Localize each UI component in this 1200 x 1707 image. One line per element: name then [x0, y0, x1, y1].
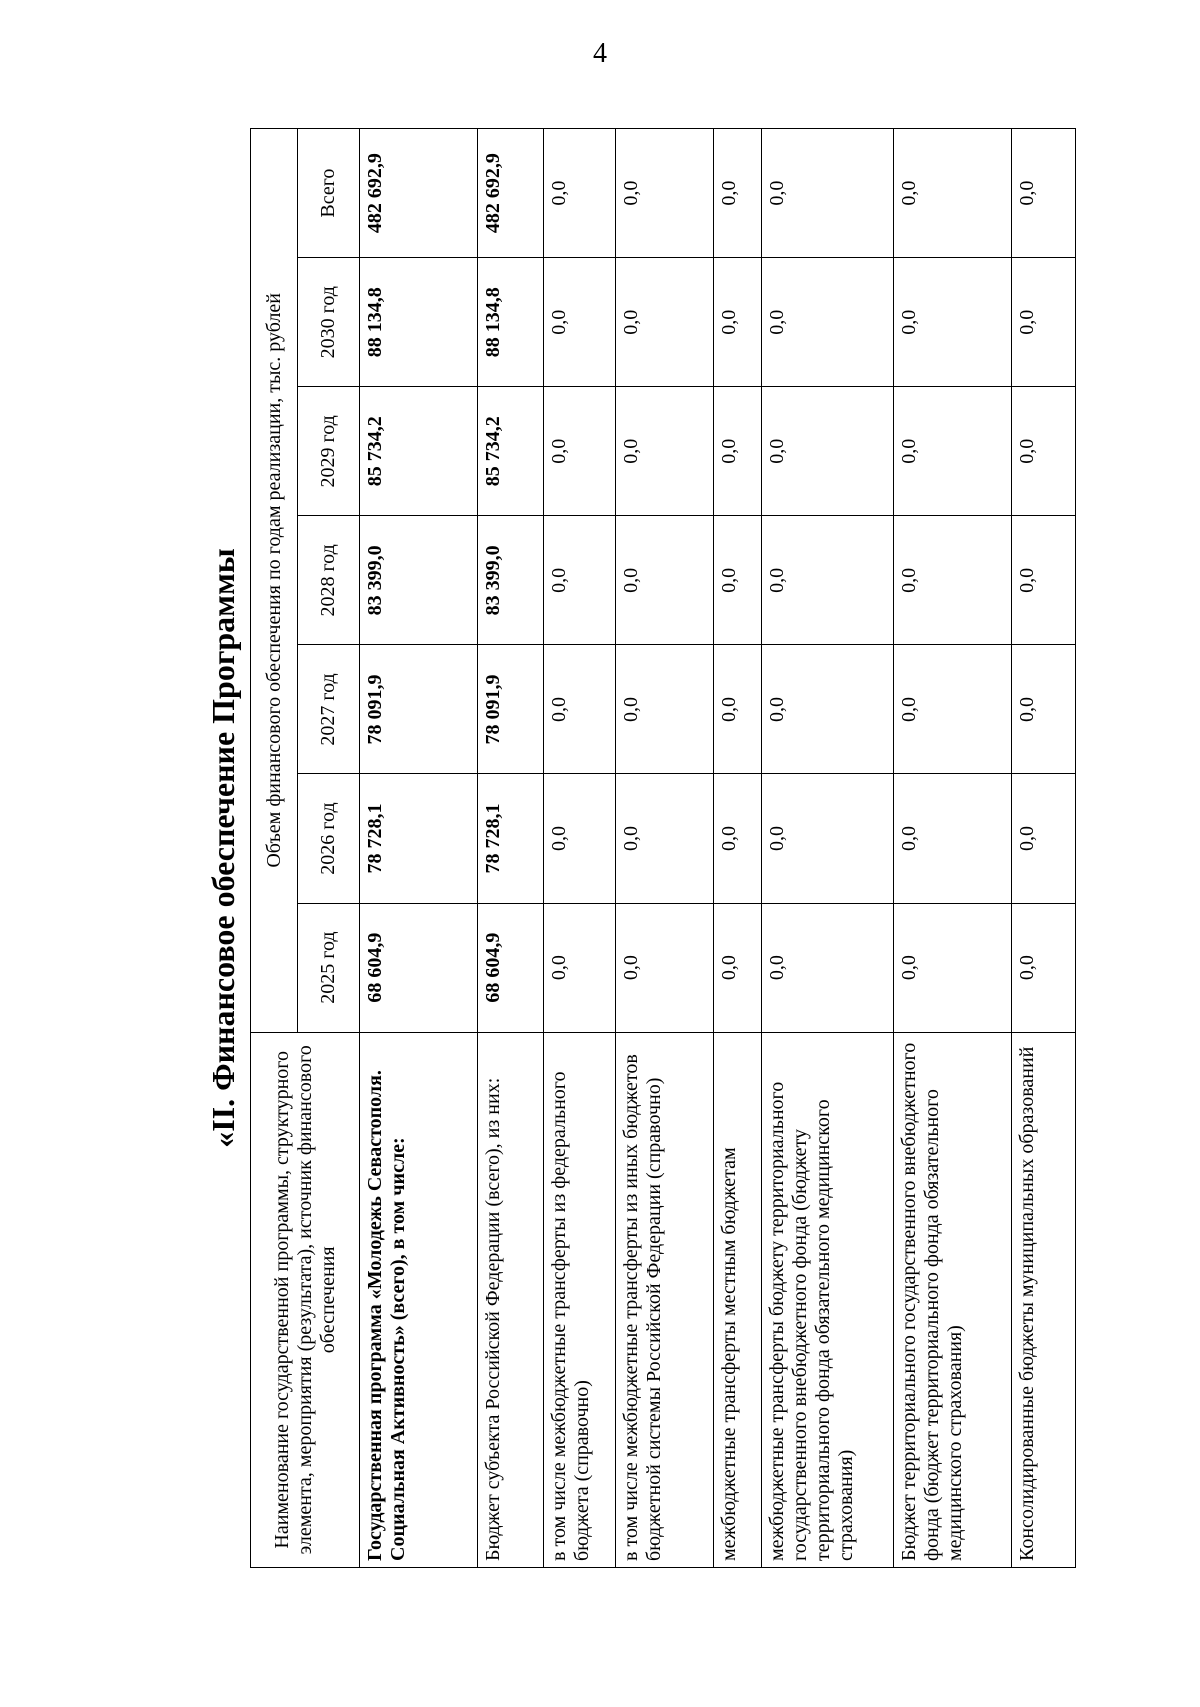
- row-year-value: 0,0: [714, 387, 762, 516]
- table-row: [616, 129, 714, 1568]
- row-label: межбюджетные трансферты бюджету территориального государственного внебюджетного фонда (бюджету территориального фонда обязательного медицинского страхования): [762, 1032, 894, 1567]
- row-year-value: 0,0: [544, 903, 616, 1032]
- row-total-value: 482 692,9: [360, 129, 478, 258]
- header-funding-group: Объем финансового обеспечения по годам реализации, тыс. рублей: [251, 129, 298, 1033]
- row-year-value: 0,0: [894, 258, 1012, 387]
- header-name-column: Наименование государственной программы, структурного элемента, мероприятия (результата), источник финансового обеспечения: [251, 1032, 360, 1567]
- row-year-value: 83 399,0: [478, 516, 544, 645]
- header-row-group: [251, 129, 298, 1568]
- row-label: Консолидированные бюджеты муниципальных образований: [1012, 1032, 1076, 1567]
- table-row: [762, 129, 894, 1568]
- row-year-value: 0,0: [1012, 387, 1076, 516]
- table-row: [894, 129, 1012, 1568]
- header-year: 2028 год: [298, 516, 360, 645]
- row-year-value: 0,0: [894, 645, 1012, 774]
- header-year: 2025 год: [298, 903, 360, 1032]
- row-year-value: 0,0: [714, 258, 762, 387]
- row-total-value: 0,0: [1012, 129, 1076, 258]
- financing-table: [250, 128, 1076, 1568]
- row-year-value: 0,0: [616, 645, 714, 774]
- row-year-value: 83 399,0: [360, 516, 478, 645]
- row-year-value: 0,0: [616, 258, 714, 387]
- row-label: в том числе межбюджетные трансферты из федерального бюджета (справочно): [544, 1032, 616, 1567]
- row-total-value: 0,0: [544, 129, 616, 258]
- row-label: Государственная программа «Молодежь Севастополя. Социальная Активность» (всего), в том числе:: [360, 1032, 478, 1567]
- row-year-value: 0,0: [894, 387, 1012, 516]
- row-year-value: 78 091,9: [478, 645, 544, 774]
- header-year: 2029 год: [298, 387, 360, 516]
- row-year-value: 78 091,9: [360, 645, 478, 774]
- row-year-value: 88 134,8: [478, 258, 544, 387]
- row-year-value: 0,0: [1012, 258, 1076, 387]
- row-year-value: 0,0: [714, 645, 762, 774]
- row-year-value: 0,0: [1012, 516, 1076, 645]
- row-year-value: 0,0: [714, 774, 762, 903]
- row-total-value: 0,0: [762, 129, 894, 258]
- row-year-value: 0,0: [762, 387, 894, 516]
- row-year-value: 0,0: [894, 516, 1012, 645]
- header-total: Всего: [298, 129, 360, 258]
- row-year-value: 0,0: [616, 516, 714, 645]
- rotated-content: [205, 128, 1200, 1568]
- table-row: [478, 129, 544, 1568]
- row-label: Бюджет территориального государственного внебюджетного фонда (бюджет территориального фонда обязательного медицинского страхования): [894, 1032, 1012, 1567]
- row-year-value: 0,0: [714, 516, 762, 645]
- row-year-value: 0,0: [894, 903, 1012, 1032]
- table-row: [360, 129, 478, 1568]
- row-year-value: 68 604,9: [360, 903, 478, 1032]
- table-row: [544, 129, 616, 1568]
- row-year-value: 78 728,1: [360, 774, 478, 903]
- page-number: 4: [593, 38, 607, 69]
- row-year-value: 0,0: [762, 645, 894, 774]
- row-year-value: 85 734,2: [360, 387, 478, 516]
- row-year-value: 68 604,9: [478, 903, 544, 1032]
- row-year-value: 0,0: [1012, 645, 1076, 774]
- row-year-value: 0,0: [762, 258, 894, 387]
- table-row: [714, 129, 762, 1568]
- header-year: 2030 год: [298, 258, 360, 387]
- table-body: [360, 129, 1076, 1568]
- row-year-value: 0,0: [762, 516, 894, 645]
- row-total-value: 0,0: [894, 129, 1012, 258]
- row-label: в том числе межбюджетные трансферты из иных бюджетов бюджетной системы Российской Федерации (справочно): [616, 1032, 714, 1567]
- section-title: «II. Финансовое обеспечение Программы: [205, 548, 241, 1148]
- table-row: [1012, 129, 1076, 1568]
- row-year-value: 88 134,8: [360, 258, 478, 387]
- row-total-value: 0,0: [714, 129, 762, 258]
- row-year-value: 0,0: [1012, 903, 1076, 1032]
- row-label: Бюджет субъекта Российской Федерации (всего), из них:: [478, 1032, 544, 1567]
- row-year-value: 0,0: [544, 516, 616, 645]
- header-year: 2026 год: [298, 774, 360, 903]
- row-year-value: 0,0: [1012, 774, 1076, 903]
- row-year-value: 0,0: [762, 903, 894, 1032]
- row-year-value: 0,0: [762, 774, 894, 903]
- row-year-value: 0,0: [616, 387, 714, 516]
- row-year-value: 0,0: [544, 387, 616, 516]
- row-total-value: 0,0: [616, 129, 714, 258]
- row-year-value: 78 728,1: [478, 774, 544, 903]
- row-year-value: 0,0: [616, 774, 714, 903]
- row-year-value: 0,0: [714, 903, 762, 1032]
- header-year: 2027 год: [298, 645, 360, 774]
- row-label: межбюджетные трансферты местным бюджетам: [714, 1032, 762, 1567]
- row-year-value: 0,0: [544, 645, 616, 774]
- row-year-value: 0,0: [616, 903, 714, 1032]
- row-year-value: 0,0: [544, 774, 616, 903]
- row-year-value: 0,0: [894, 774, 1012, 903]
- row-year-value: 0,0: [544, 258, 616, 387]
- row-total-value: 482 692,9: [478, 129, 544, 258]
- row-year-value: 85 734,2: [478, 387, 544, 516]
